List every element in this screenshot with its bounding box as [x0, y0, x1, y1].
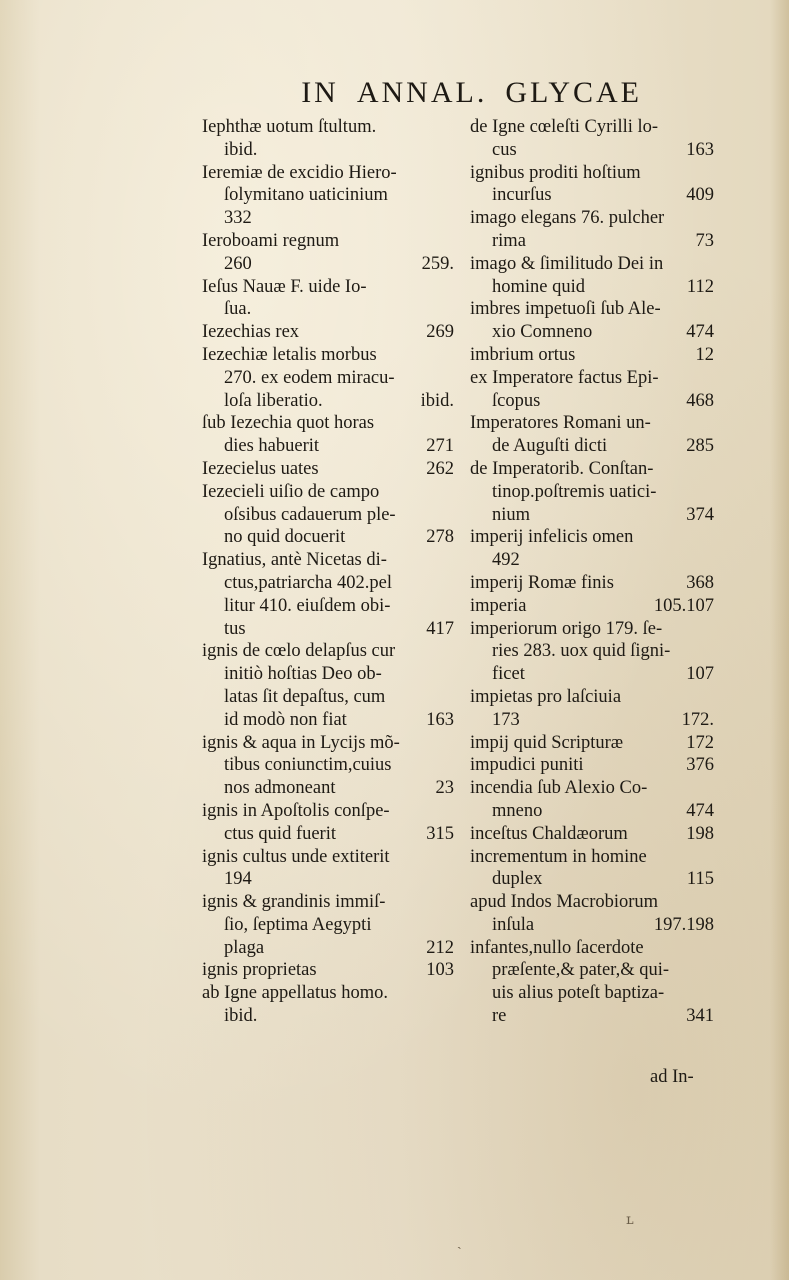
entry-headword-line: ex Imperatore factus Epi-	[470, 367, 659, 388]
header-word-1: IN	[301, 76, 339, 109]
entry-headword-line: Ignatius, antè Nicetas di-	[202, 550, 387, 571]
entry-continuation-line: id modò non fiat	[224, 709, 347, 730]
page-reference: 409	[686, 185, 714, 206]
index-entry	[470, 686, 714, 732]
entry-headword-line: imperij infelicis omen	[470, 527, 634, 548]
entry-headword-line: impudici puniti	[470, 755, 584, 776]
entry-headword-line: Iezechiæ letalis morbus	[202, 344, 377, 365]
entry-continuation-line: præſente,& pater,& qui-	[492, 960, 670, 981]
page-reference: 73	[695, 230, 714, 251]
page-reference: 417	[426, 618, 454, 639]
entry-headword-line: Iezechias rex	[202, 322, 300, 343]
index-entry	[470, 526, 714, 572]
entry-continuation-line: tibus coniunctim,cuius	[224, 755, 392, 776]
entry-continuation-line: nos admoneant	[224, 778, 336, 799]
index-entry	[202, 640, 454, 731]
entry-continuation-line: de Auguſti dicti	[492, 436, 608, 457]
entry-headword-line: imperij Romæ finis	[470, 572, 614, 593]
running-header	[282, 74, 642, 112]
entry-continuation-line: inſula	[492, 914, 535, 935]
page-reference: 115	[686, 869, 714, 890]
index-entry	[202, 732, 454, 800]
entry-headword-line: apud Indos Macrobiorum	[470, 892, 659, 913]
page-reference: 259.	[421, 253, 454, 274]
page-reference: 315	[426, 823, 454, 844]
index-entry	[470, 732, 714, 755]
index-column-left	[202, 116, 454, 1028]
entry-headword-line: Iezecielus uates	[202, 458, 319, 479]
ink-mark: ʟ	[626, 1212, 634, 1228]
page-reference: 23	[435, 778, 454, 799]
entry-continuation-line: ſua.	[224, 299, 252, 320]
entry-continuation-line: ibid.	[224, 1006, 258, 1027]
page-reference: 468	[686, 390, 714, 411]
entry-continuation-line: homine quid	[492, 276, 586, 297]
index-column-right	[470, 116, 714, 1028]
entry-headword-line: ignis in Apoſtolis conſpe-	[202, 800, 390, 821]
entry-headword-line: ignis proprietas	[202, 960, 317, 981]
entry-continuation-line: dies habuerit	[224, 436, 320, 457]
entry-continuation-line: re	[492, 1006, 507, 1027]
index-entry	[470, 458, 714, 526]
page-reference: 271	[426, 436, 454, 457]
index-entry	[470, 298, 714, 344]
index-entry	[470, 116, 714, 162]
entry-continuation-line: loſa liberatio.	[224, 390, 323, 411]
entry-continuation-line: uis alius poteſt baptiza-	[492, 983, 665, 1004]
entry-headword-line: imperia	[470, 595, 527, 616]
page-reference: 269	[426, 322, 454, 343]
page-reference: 105.107	[653, 595, 714, 616]
entry-headword-line: Imperatores Romani un-	[470, 413, 651, 434]
page-reference: 172	[686, 732, 714, 753]
entry-continuation-line: 492	[492, 550, 520, 571]
entry-continuation-line: rima	[492, 230, 526, 251]
entry-headword-line: imago & ſimilitudo Dei in	[470, 253, 664, 274]
page-reference: 163	[686, 139, 714, 160]
entry-headword-line: Ieremiæ de excidio Hiero-	[202, 162, 397, 183]
entry-continuation-line: no quid docuerit	[224, 527, 346, 548]
page-reference: 474	[686, 322, 714, 343]
entry-headword-line: ab Igne appellatus homo.	[202, 983, 388, 1004]
entry-headword-line: incrementum in homine	[470, 846, 647, 867]
entry-continuation-line: duplex	[492, 869, 543, 890]
index-entry	[470, 618, 714, 686]
entry-headword-line: impij quid Scripturæ	[470, 732, 624, 753]
entry-continuation-line: plaga	[224, 937, 265, 958]
entry-continuation-line: ibid.	[224, 139, 258, 160]
index-entry	[470, 846, 714, 892]
entry-continuation-line: litur 410. eiuſdem obi-	[224, 595, 391, 616]
entry-continuation-line: latas ſit depaſtus, cum	[224, 686, 386, 707]
index-entry	[202, 800, 454, 846]
index-entry	[470, 937, 714, 1028]
page-reference: 212	[426, 937, 454, 958]
entry-continuation-line: mneno	[492, 800, 543, 821]
index-entry	[470, 253, 714, 299]
index-entry	[202, 481, 454, 549]
index-entry	[470, 777, 714, 823]
index-entry	[202, 891, 454, 959]
index-entry	[470, 162, 714, 208]
page-reference: 374	[686, 504, 714, 525]
entry-headword-line: Iephthæ uotum ſtultum.	[202, 117, 377, 137]
catchword: ad In-	[650, 1067, 694, 1087]
entry-headword-line: de Imperatorib. Conſtan-	[470, 458, 654, 479]
index-entry	[202, 846, 454, 892]
entry-continuation-line: 332	[224, 208, 252, 229]
page-reference: 197.198	[653, 914, 714, 935]
entry-continuation-line: 194	[224, 869, 252, 890]
index-entry	[202, 276, 454, 322]
index-entry	[202, 549, 454, 640]
header-word-2: ANNAL.	[356, 76, 488, 109]
entry-headword-line: imperiorum origo 179. ſe-	[470, 618, 663, 639]
entry-continuation-line: initiò hoſtias Deo ob-	[224, 664, 382, 685]
index-entry	[202, 162, 454, 230]
index-entry	[202, 458, 454, 481]
page-reference: 198	[686, 823, 714, 844]
index-entry	[470, 367, 714, 413]
entry-headword-line: ignis & grandinis immiſ-	[202, 892, 386, 913]
page-reference: 474	[686, 800, 714, 821]
index-entry	[202, 230, 454, 276]
page-reference: 103	[426, 960, 454, 981]
entry-continuation-line: ficet	[492, 664, 525, 685]
page-reference: 12	[695, 344, 714, 365]
entry-continuation-line: ries 283. uox quid ſigni-	[492, 641, 671, 662]
entry-headword-line: ſub Iezechia quot horas	[202, 413, 375, 434]
index-entry	[202, 412, 454, 458]
entry-headword-line: Iezecieli uiſio de campo	[202, 481, 380, 502]
entry-continuation-line: incurſus	[492, 185, 552, 206]
header-word-3: GLYCAE	[505, 76, 642, 109]
entry-headword-line: de Igne cœleſti Cyrilli lo-	[470, 117, 659, 137]
ink-mark: ˎ	[457, 1234, 462, 1250]
entry-headword-line: inceſtus Chaldæorum	[470, 823, 628, 844]
entry-headword-line: Ieſus Nauæ F. uide Io-	[202, 276, 367, 297]
entry-continuation-line: ſcopus	[492, 390, 541, 411]
page-reference: 376	[686, 755, 714, 776]
index-entry	[470, 891, 714, 937]
index-entry	[202, 321, 454, 344]
page-reference: 368	[686, 572, 714, 593]
entry-continuation-line: oſsibus cadauerum ple-	[224, 504, 396, 525]
entry-continuation-line: ctus,patriarcha 402.pel	[224, 572, 392, 593]
entry-continuation-line: cus	[492, 139, 517, 160]
entry-continuation-line: nium	[492, 504, 531, 525]
index-entry	[470, 412, 714, 458]
entry-headword-line: imago elegans 76. pulcher	[470, 208, 665, 229]
entry-continuation-line: tinop.poſtremis uatici-	[492, 481, 657, 502]
entry-headword-line: infantes,nullo ſacerdote	[470, 937, 644, 958]
index-entry	[470, 823, 714, 846]
entry-continuation-line: ſio, ſeptima Aegypti	[224, 914, 372, 935]
entry-headword-line: imbrium ortus	[470, 344, 576, 365]
index-entry	[202, 959, 454, 982]
entry-continuation-line: 260	[224, 253, 252, 274]
index-entry	[470, 572, 714, 595]
entry-headword-line: incendia ſub Alexio Co-	[470, 778, 648, 799]
entry-continuation-line: 173	[492, 709, 520, 730]
index-entry	[202, 116, 454, 162]
index-entry	[470, 207, 714, 253]
page-reference: 112	[686, 276, 714, 297]
index-entry	[470, 344, 714, 367]
entry-headword-line: ignis cultus unde extiterit	[202, 846, 390, 867]
entry-continuation-line: ſolymitano uaticinium	[224, 185, 388, 206]
page-reference: 341	[686, 1006, 714, 1027]
index-entry	[202, 982, 454, 1028]
entry-continuation-line: xio Comneno	[492, 322, 593, 343]
entry-headword-line: ignis de cœlo delapſus cur	[202, 641, 396, 662]
entry-continuation-line: ctus quid fuerit	[224, 823, 337, 844]
page-reference: ibid.	[420, 390, 454, 411]
entry-headword-line: ignis & aqua in Lycijs mõ-	[202, 732, 400, 753]
entry-headword-line: impietas pro laſciuia	[470, 686, 622, 707]
page-reference: 262	[426, 458, 454, 479]
page-reference: 107	[686, 664, 714, 685]
entry-continuation-line: 270. ex eodem miracu-	[224, 367, 395, 388]
index-entry	[470, 595, 714, 618]
page-reference: 278	[426, 527, 454, 548]
page-reference: 172.	[681, 709, 714, 730]
index-entry	[470, 754, 714, 777]
entry-headword-line: imbres impetuoſi ſub Ale-	[470, 299, 661, 320]
page-reference: 163	[426, 709, 454, 730]
entry-continuation-line: tus	[224, 618, 246, 639]
index-entry	[202, 344, 454, 412]
entry-headword-line: Ieroboami regnum	[202, 230, 340, 251]
entry-headword-line: ignibus proditi hoſtium	[470, 162, 641, 183]
page-reference: 285	[686, 436, 714, 457]
